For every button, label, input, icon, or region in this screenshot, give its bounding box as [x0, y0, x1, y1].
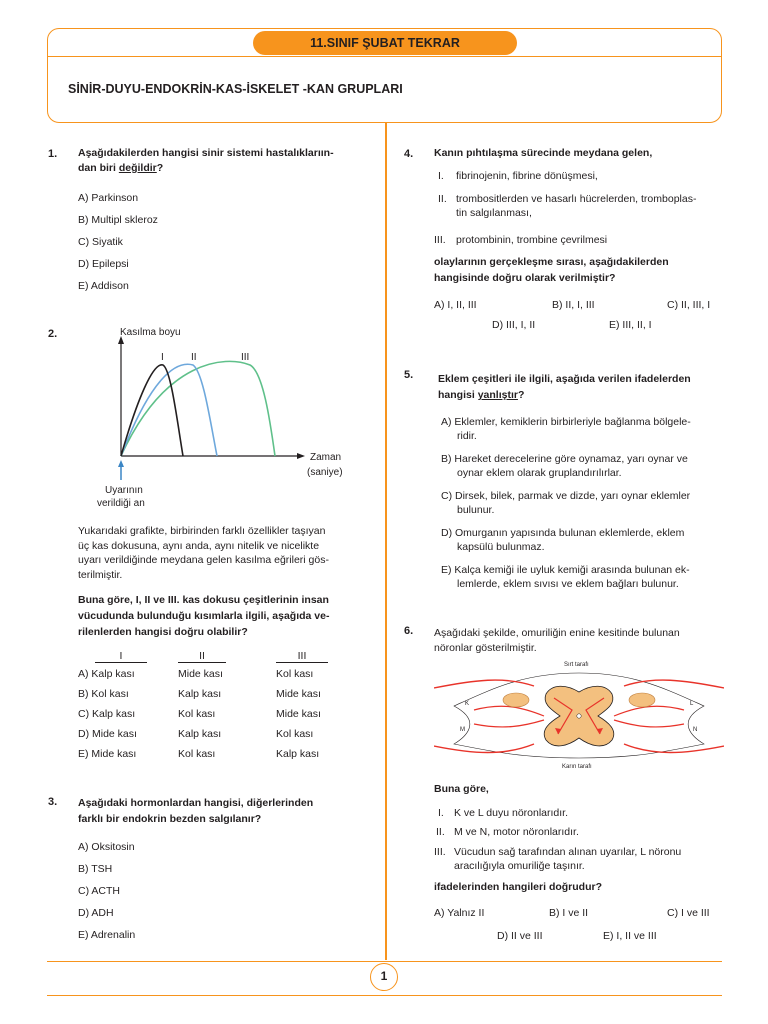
graph-curve-label-2: II	[191, 352, 197, 363]
footer-rule-bottom	[47, 995, 722, 996]
figure-dorsal-label: Sırt tarafı	[564, 662, 589, 668]
q6-item-3: III. Vücudun sağ tarafından alınan uyarılar, L nöronu aracılığıyla omuriliğe taşınır.	[434, 846, 682, 872]
figure-label-L: L	[690, 701, 694, 707]
q3-option-c[interactable]: C) ACTH	[78, 885, 120, 897]
q2-number: 2.	[48, 328, 58, 340]
page-number: 1	[370, 963, 398, 991]
q5-stem: Eklem çeşitleri ile ilgili, aşağıda verilen ifadelerden hangisi yanlıştır?	[438, 373, 691, 401]
q2-stem: Buna göre, I, II ve III. kas dokusu çeşitlerinin insan vücudunda bulunduğu kısımlarla ilgili, aşağıda ve- rilenlerden hangisi doğru olabilir?	[78, 594, 330, 638]
graph-curve-3	[121, 361, 275, 456]
q6-option-b[interactable]: B) I ve II	[549, 907, 589, 919]
q1-number: 1.	[48, 148, 58, 160]
q6-spinal-cord-figure	[434, 658, 724, 772]
q6-question: ifadelerinden hangileri doğrudur?	[434, 881, 603, 893]
q5-option-e[interactable]: E) Kalça kemiği ile uyluk kemiği arasında bulunan ek- lemlerde, eklem sıvısı ve eklem bağları bulunur.	[441, 564, 690, 590]
q2-header-rule-2	[178, 662, 226, 663]
figure-label-N: N	[693, 727, 698, 733]
q2-header-rule-1	[95, 662, 147, 663]
q1-stem	[78, 146, 334, 176]
q4-number: 4.	[404, 148, 414, 160]
footer-rule-top	[47, 961, 722, 962]
q4-option-a[interactable]: A) I, II, III	[434, 299, 477, 311]
q2-header-2: II	[199, 650, 205, 662]
q4-stem: Kanın pıhtılaşma sürecinde meydana gelen,	[434, 147, 653, 159]
q6-option-e[interactable]: E) I, II ve III	[603, 930, 657, 942]
column-divider	[385, 123, 387, 960]
q6-option-a[interactable]: A) Yalnız II	[434, 907, 485, 919]
q1-option-c[interactable]: C) Siyatik	[78, 236, 123, 248]
q1-option-e[interactable]: E) Addison	[78, 280, 129, 292]
header-subtitle: SİNİR-DUYU-ENDOKRİN-KAS-İSKELET -KAN GRUPLARI	[68, 82, 403, 96]
figure-label-M: M	[460, 727, 465, 733]
figure-ventral-label: Karın tarafı	[562, 764, 592, 770]
q3-option-a[interactable]: A) Oksitosin	[78, 841, 135, 853]
q6-option-c[interactable]: C) I ve III	[667, 907, 710, 919]
figure-ganglion-right	[629, 693, 655, 707]
graph-stimulus-arrowhead	[118, 460, 124, 467]
q4-item-1: I. fibrinojenin, fibrine dönüşmesi,	[438, 170, 598, 182]
q5-option-c[interactable]: C) Dirsek, bilek, parmak ve dizde, yarı oynar eklemler bulunur.	[441, 490, 691, 516]
q4-question: olaylarının gerçekleşme sırası, aşağıdakilerden hangisinde doğru olarak verilmiştir?	[434, 256, 669, 284]
graph-curve-label-3: III	[241, 352, 250, 363]
q3-number: 3.	[48, 796, 58, 808]
q1-option-a[interactable]: A) Parkinson	[78, 192, 139, 204]
q4-option-e[interactable]: E) III, II, I	[609, 319, 652, 331]
figure-ganglion-left	[503, 693, 529, 707]
graph-curve-label-1: I	[161, 352, 164, 363]
q4-option-c[interactable]: C) II, III, I	[667, 299, 711, 311]
graph-x-arrowhead	[297, 453, 305, 459]
figure-central-canal	[577, 714, 581, 718]
q5-number: 5.	[404, 369, 414, 381]
q1-stem-line2: dan biri değildir?	[78, 162, 164, 174]
q6-stem: Aşağıdaki şekilde, omuriliğin enine kesitinde bulunan nöronlar gösterilmiştir.	[434, 627, 680, 654]
q6-lead: Buna göre,	[434, 783, 489, 795]
header-title: 11.SINIF ŞUBAT TEKRAR	[253, 31, 517, 55]
q6-option-d[interactable]: D) II ve III	[497, 930, 543, 942]
header-divider	[47, 56, 722, 57]
q2-header-rule-3	[276, 662, 328, 663]
graph-stimulus-label2: verildiği an	[97, 498, 145, 509]
graph-stimulus-label1: Uyarının	[105, 485, 143, 496]
q4-option-b[interactable]: B) II, I, III	[552, 299, 595, 311]
q2-header-3: III	[297, 650, 307, 662]
q4-option-d[interactable]: D) III, I, II	[492, 319, 536, 331]
q3-option-b[interactable]: B) TSH	[78, 863, 113, 875]
q6-item-2: II. M ve N, motor nöronlarıdır.	[436, 826, 579, 838]
q4-item-2: II. trombositlerden ve hasarlı hücrelerden, tromboplas- tin salgılanması,	[438, 193, 697, 219]
q6-item-1: I. K ve L duyu nöronlarıdır.	[438, 807, 569, 819]
q5-option-d[interactable]: D) Omurganın yapısında bulunan eklemlerde, eklem kapsülü bulunmaz.	[441, 527, 685, 553]
graph-ylabel: Kasılma boyu	[120, 327, 181, 338]
q1-option-b[interactable]: B) Multipl skleroz	[78, 214, 158, 226]
figure-label-K: K	[465, 701, 470, 707]
q3-stem: Aşağıdaki hormonlardan hangisi, diğerlerinden farklı bir endokrin bezden salgılanır?	[78, 797, 314, 825]
q5-option-a[interactable]: A) Eklemler, kemiklerin birbirleriyle bağlanma bölgele- ridir.	[441, 416, 691, 442]
q1-option-d[interactable]: D) Epilepsi	[78, 258, 129, 270]
q2-description: Yukarıdaki grafikte, birbirinden farklı özellikler taşıyan üç kas dokusuna, aynı anda, aynı nitelik ve nicelikte uyarı verildiğinde meydana gelen kasılma eğrileri gös- terilmiştir.	[78, 525, 329, 581]
q4-item-3: III. protombinin, trombine çevrilmesi	[434, 234, 608, 246]
graph-xlabel-unit: (saniye)	[307, 467, 343, 478]
q1-stem-line1: Aşağıdakilerden hangisi sinir sistemi hastalıklarıın-	[78, 147, 334, 159]
q2-contraction-graph	[75, 320, 375, 512]
q5-option-b[interactable]: B) Hareket derecelerine göre oynamaz, yarı oynar ve oynar eklem olarak gruplandırılırlar.	[441, 453, 688, 479]
q6-number: 6.	[404, 625, 414, 637]
q2-header-1: I	[119, 650, 123, 662]
q3-option-d[interactable]: D) ADH	[78, 907, 114, 919]
q3-option-e[interactable]: E) Adrenalin	[78, 929, 136, 941]
graph-xlabel: Zaman	[310, 452, 342, 463]
graph-curve-1	[121, 365, 183, 456]
